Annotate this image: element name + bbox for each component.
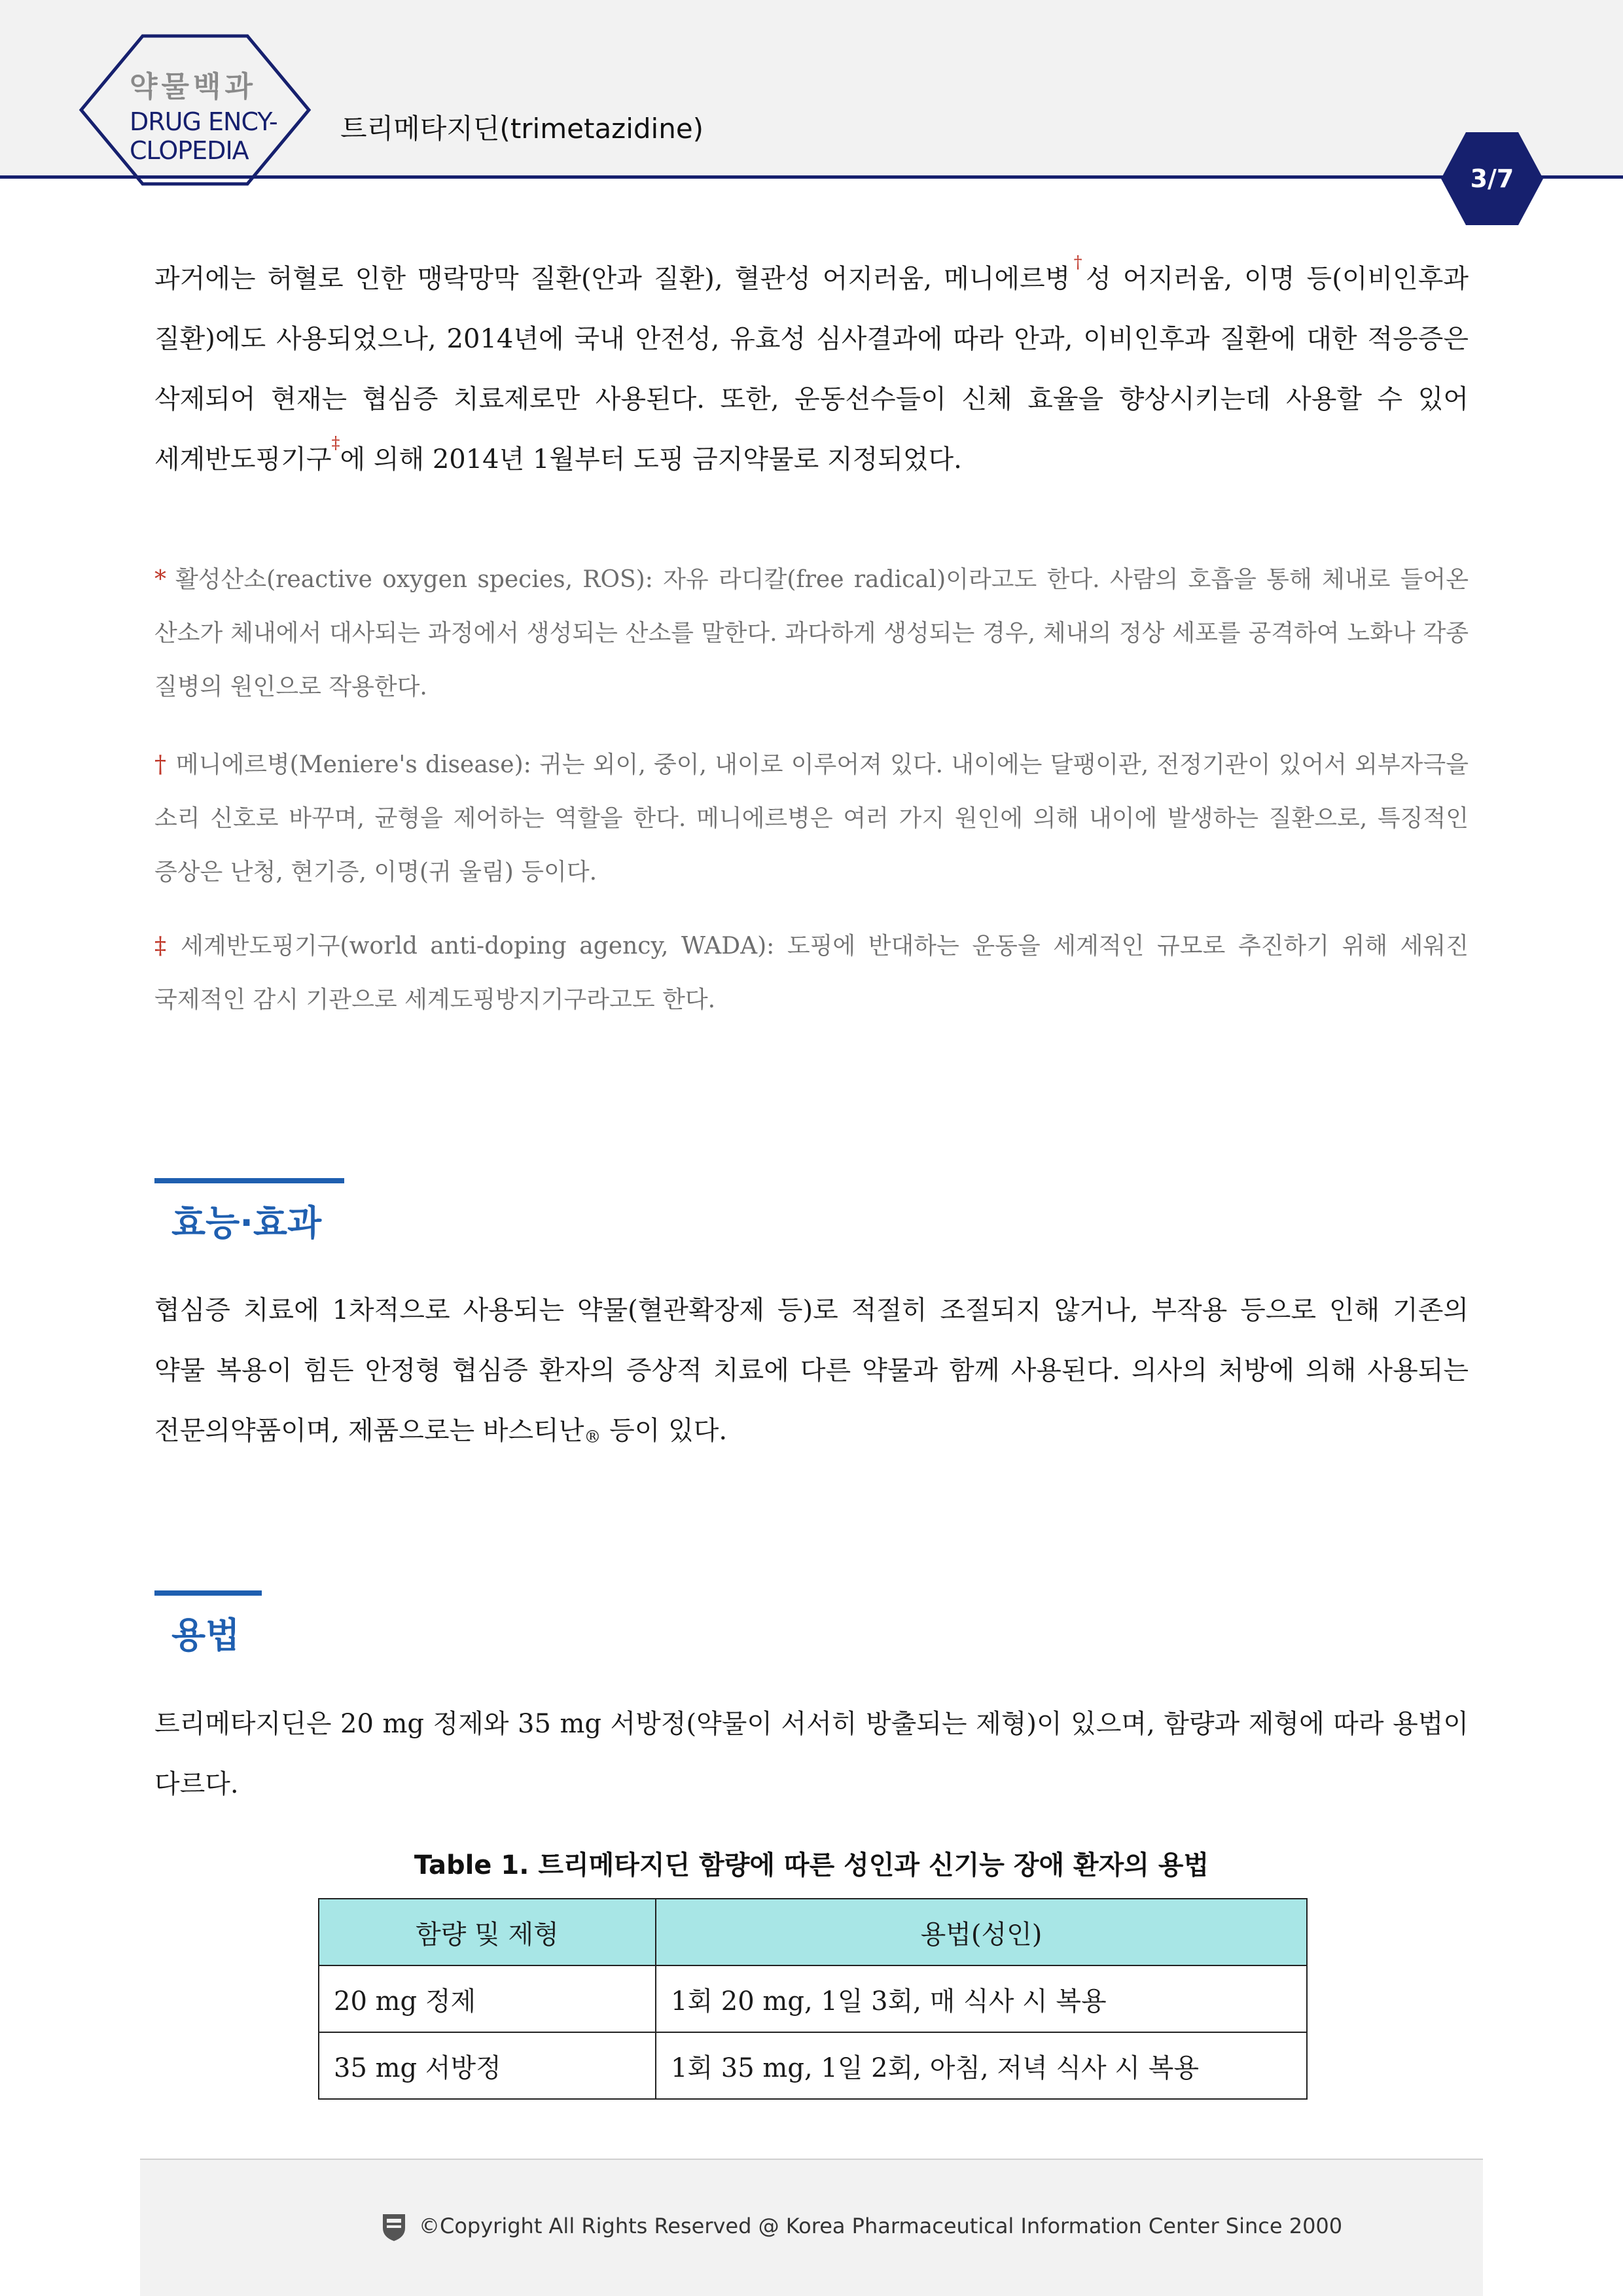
table-header-row <box>319 1899 1307 1965</box>
intro-text-3: 에 의해 2014년 1월부터 도핑 금지약물로 지정되었다. <box>340 444 962 475</box>
dosage-paragraph: 트리메타지딘은 20 mg 정제와 35 mg 서방정(약물이 서서히 방출되는 제형)이 있으며, 함량과 제형에 따라 용법이 다르다. <box>154 1709 1469 1799</box>
drug-encyclopedia-logo <box>79 34 314 186</box>
table-row <box>319 2032 1307 2099</box>
table-cell: 1회 35 mg, 1일 2회, 아침, 저녁 식사 시 복용 <box>656 2032 1307 2099</box>
shield-logo-icon <box>381 2212 407 2242</box>
logo-korean-text: 약물백과 <box>130 70 257 103</box>
footnote-text: 세계반도핑기구(world anti-doping agency, WADA): 도핑에 반대하는 운동을 세계적인 규모로 추진하기 위해 세워진 국제적인 감시 기관으로 세계도핑방지기구라고도 한다. <box>154 933 1469 1013</box>
footnote-mark-double-dagger: ‡ <box>331 433 340 453</box>
footnote-mark-dagger: † <box>1070 253 1086 272</box>
table-cell: 1회 20 mg, 1일 3회, 매 식사 시 복용 <box>656 1965 1307 2032</box>
table-row <box>319 1965 1307 2032</box>
column-header: 용법(성인) <box>656 1899 1307 1965</box>
table-cell: 35 mg 서방정 <box>319 2032 656 2099</box>
section-bar-dosage <box>154 1590 262 1596</box>
section-bar-efficacy <box>154 1178 344 1183</box>
footnote-meniere <box>154 738 1469 899</box>
footnote-mark: † <box>154 751 167 778</box>
table-cell: 20 mg 정제 <box>319 1965 656 2032</box>
document-title: 트리메타지딘(trimetazidine) <box>340 113 704 145</box>
section-heading-efficacy: 효능·효과 <box>171 1202 322 1244</box>
efficacy-text: 협심증 치료에 1차적으로 사용되는 약물(혈관확장제 등)로 적절히 조절되지 않거나, 부작용 등으로 인해 기존의 약물 복용이 힘든 안정형 협심증 환자의 증상적 치료에 다른 약물과 함께 사용된다. 의사의 처방에 의해 사용되는 전문의약품이며, 제품으로는 바스티난 <box>154 1295 1469 1446</box>
page-number-badge <box>1440 131 1544 226</box>
efficacy-text-tail: 등이 있다. <box>601 1416 728 1446</box>
efficacy-paragraph <box>154 1280 1469 1461</box>
intro-paragraph <box>154 249 1469 490</box>
footnote-mark: ‡ <box>154 933 172 960</box>
footnote-text: 활성산소(reactive oxygen species, ROS): 자유 라디칼(free radical)이라고도 한다. 사람의 호흡을 통해 체내로 들어온 산소가 체내에서 대사되는 과정에서 생성되는 산소를 말한다. 과다하게 생성되는 경우, 체내의 정상 세포를 공격하여 노화나 각종 질병의 원인으로 작용한다. <box>154 566 1469 700</box>
footnote-mark: * <box>154 566 166 593</box>
logo-english-text: DRUG ENCY- CLOPEDIA <box>130 107 277 165</box>
footnote-text: 메니에르병(Meniere's disease): 귀는 외이, 중이, 내이로 이루어져 있다. 내이에는 달팽이관, 전정기관이 있어서 외부자극을 소리 신호로 바꾸며, 균형을 제어하는 역할을 한다. 메니에르병은 여러 가지 원인에 의해 내이에 발생하는 질환으로, 특징적인 증상은 난청, 현기증, 이명(귀 울림) 등이다. <box>154 751 1469 886</box>
section-heading-dosage: 용법 <box>171 1615 240 1656</box>
column-header: 함량 및 제형 <box>319 1899 656 1965</box>
footnote-ros <box>154 553 1469 714</box>
copyright-text: ©Copyright All Rights Reserved @ Korea Pharmaceutical Information Center Since 2000 <box>419 2214 1343 2238</box>
page-number: 3/7 <box>1470 164 1514 193</box>
footnote-wada <box>154 920 1469 1027</box>
registered-mark: ® <box>584 1427 601 1447</box>
intro-text-1: 과거에는 허혈로 인한 맹락망막 질환(안과 질환), 혈관성 어지러움, 메니에르병 <box>154 264 1071 294</box>
intro-text-2: 성 어지러움, 이명 등(이비인후과 질환)에도 사용되었으나, 2014년에 국내 안전성, 유효성 심사결과에 따라 안과, 이비인후과 질환에 대한 적응증은 삭제되어 현재는 협심증 치료제로만 사용된다. 또한, 운동선수들이 신체 효율을 향상시키는데 사용할 수 있어 세계반도핑기구 <box>154 264 1469 475</box>
table-caption: Table 1. 트리메타지딘 함량에 따른 성인과 신기능 장애 환자의 용법 <box>414 1850 1209 1880</box>
dosage-table <box>318 1898 1308 2100</box>
